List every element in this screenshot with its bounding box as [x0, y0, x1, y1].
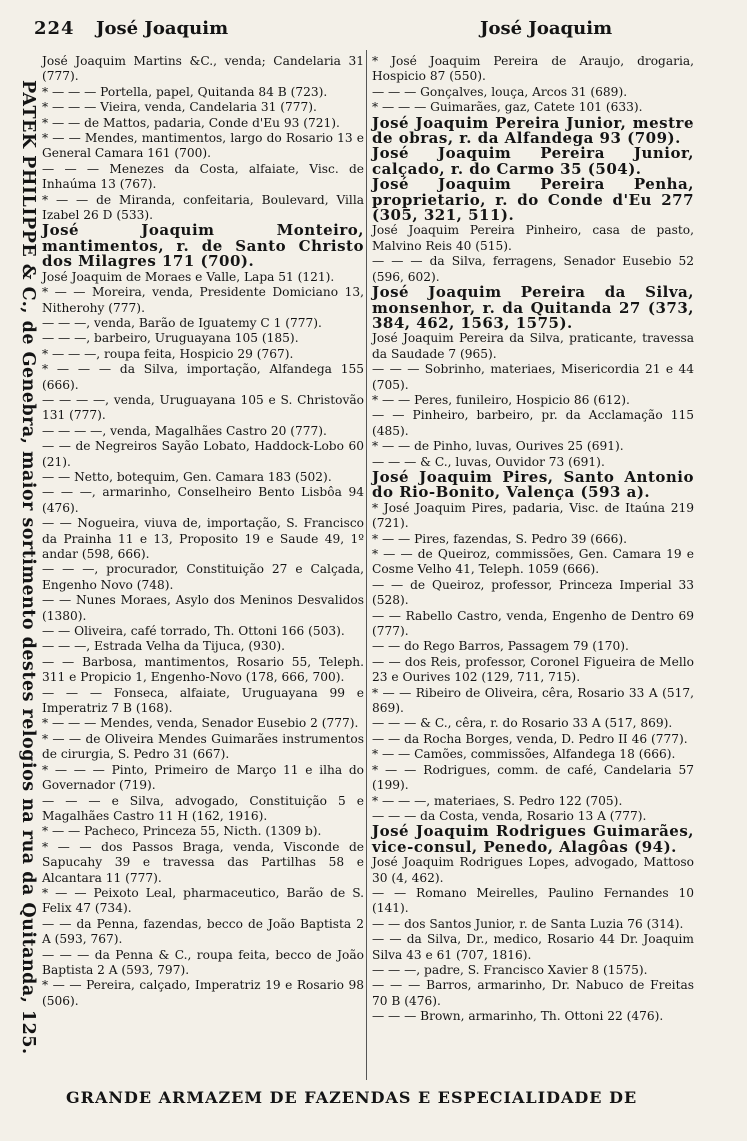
directory-entry: — — —, armarinho, Conselheiro Bento Lisbôa 94 (476).: [42, 485, 364, 515]
directory-entry: José Joaquim Pereira Junior, mestre de obras, r. da Alfandega 93 (709).: [372, 113, 694, 148]
directory-entry: * — — Pereira, calçado, Imperatriz 19 e Rosario 98 (506).: [42, 978, 364, 1008]
directory-entry: — — Rabello Castro, venda, Engenho de Dentro 69 (777).: [372, 608, 694, 639]
directory-entry: * — — — Mendes, venda, Senador Eusebio 2 (777).: [42, 716, 359, 731]
directory-entry: * — — Mendes, mantimentos, largo do Rosario 13 e General Camara 161 (700).: [42, 131, 364, 161]
directory-entry: — — da Rocha Borges, venda, D. Pedro II 46 (777).: [372, 731, 688, 746]
directory-entry: — — — da Penna & C., roupa feita, becco de João Baptista 2 A (593, 797).: [42, 947, 364, 977]
directory-entry: José Joaquim Pereira da Silva, monsenhor, r. da Quitanda 27 (373, 384, 462, 1563, 1575).: [372, 283, 694, 332]
directory-entry: — — — & C., luvas, Ouvidor 73 (691).: [372, 454, 605, 469]
directory-entry: — — de Queiroz, professor, Princeza Imperial 33 (528).: [372, 577, 694, 608]
directory-entry: — — da Penna, fazendas, becco de João Baptista 2 A (593, 767).: [42, 916, 364, 947]
left-running-title: José Joaquim: [96, 18, 229, 39]
directory-entry: * — — — Pinto, Primeiro de Março 11 e ilha do Governador (719).: [42, 762, 364, 793]
directory-entry: — — — da Silva, ferragens, Senador Eusebio 52 (596, 602).: [372, 254, 694, 284]
directory-entry: * — — Moreira, venda, Presidente Domiciano 13, Nitherohy (777).: [42, 285, 364, 315]
directory-entry: — — —, venda, Barão de Iguatemy C 1 (777).: [42, 315, 322, 330]
directory-entry: — — — Fonseca, alfaiate, Uruguayana 99 e Imperatriz 7 B (168).: [42, 685, 364, 716]
directory-entry: * — — dos Passos Braga, venda, Visconde de Sapucahy 39 e travessa das Partilhas 58 e Alcantara 11 (777).: [42, 839, 364, 885]
directory-entry: * — — —, materiaes, S. Pedro 122 (705).: [372, 793, 623, 808]
directory-entry: José Joaquim Pereira Junior, calçado, r. do Carmo 35 (504).: [372, 144, 694, 178]
directory-entry: * — — — da Silva, importação, Alfandega 155 (666).: [42, 362, 364, 392]
directory-entry: — — dos Santos Junior, r. de Santa Luzia 76 (314).: [372, 916, 684, 931]
directory-entry: — — — —, venda, Uruguayana 105 e S. Christovão 131 (777).: [42, 392, 364, 423]
directory-entry: José Joaquim Rodrigues Guimarães, vice-consul, Penedo, Alagôas (94).: [372, 822, 694, 856]
directory-entry: * — — — Vieira, venda, Candelaria 31 (777).: [42, 100, 317, 115]
column-divider: [366, 50, 367, 1080]
directory-entry: — — — e Silva, advogado, Constituição 5 e Magalhães Castro 11 H (162, 1916).: [42, 793, 364, 823]
directory-entry: — — da Silva, Dr., medico, Rosario 44 Dr. Joaquim Silva 43 e 61 (707, 1816).: [372, 932, 694, 962]
directory-entry: * — — Peres, funileiro, Hospicio 86 (612).: [372, 392, 630, 407]
directory-entry: José Joaquim Martins &C., venda; Candelaria 31 (777).: [42, 54, 364, 84]
directory-entry: José Joaquim Pereira da Silva, praticante, travessa da Saudade 7 (965).: [372, 331, 694, 361]
directory-entry: * — — —, roupa feita, Hospicio 29 (767).: [42, 346, 294, 361]
directory-entry: José Joaquim Pereira Penha, proprietario, r. do Conde d'Eu 277 (305, 321, 511).: [372, 175, 694, 225]
directory-entry: * José Joaquim Pires, padaria, Visc. de Itaúna 219 (721).: [372, 500, 694, 531]
directory-entry: José Joaquim Pires, Santo Antonio do Rio-Bonito, Valença (593 a).: [372, 467, 694, 502]
directory-entry: * — — de Queiroz, commissões, Gen. Camara 19 e Cosme Velho 41, Teleph. 1059 (666).: [372, 547, 694, 577]
directory-entry: — — — & C., cêra, r. do Rosario 33 A (517, 869).: [372, 716, 673, 731]
right-column: [372, 54, 694, 1025]
directory-entry: — — Nogueira, viuva de, importação, S. Francisco da Prainha 11 e 13, Proposito 19 e Saude 49, 1º andar (598, 666).: [42, 516, 364, 561]
directory-entry: — — — Barros, armarinho, Dr. Nabuco de Freitas 70 B (476).: [372, 978, 694, 1008]
side-advertisement-text: PATEK PHILIPPE & C., de Genebra, maior sortimento destes relogios na rua da Quitanda, 125.: [18, 80, 38, 1055]
directory-entry: * — — Pires, fazendas, S. Pedro 39 (666).: [372, 531, 627, 546]
directory-entry: — — Barbosa, mantimentos, Rosario 55, Teleph. 311 e Propicio 1, Engenho-Novo (178, 666, 700).: [42, 654, 364, 685]
directory-entry: * — — Peixoto Leal, pharmaceutico, Barão de S. Felix 47 (734).: [42, 885, 364, 916]
directory-entry: — — do Rego Barros, Passagem 79 (170).: [372, 639, 629, 654]
directory-entry: — — Romano Meirelles, Paulino Fernandes 10 (141).: [372, 885, 694, 916]
directory-entry: — — — —, venda, Magalhães Castro 20 (777).: [42, 423, 327, 438]
directory-entry: — — —, padre, S. Francisco Xavier 8 (1575).: [372, 962, 648, 977]
directory-entry: * — — de Pinho, luvas, Ourives 25 (691).: [372, 439, 624, 454]
directory-entry: José Joaquim Pereira Pinheiro, casa de pasto, Malvino Reis 40 (515).: [372, 223, 694, 253]
directory-entry: * — — — Portella, papel, Quitanda 84 B (723).: [42, 84, 328, 99]
directory-entry: — — —, procurador, Constituição 27 e Calçada, Engenho Novo (748).: [42, 562, 364, 592]
directory-entry: * — — de Oliveira Mendes Guimarães instrumentos de cirurgia, S. Pedro 31 (667).: [42, 731, 364, 762]
page-number: 224: [34, 18, 75, 39]
directory-entry: * — — Ribeiro de Oliveira, cêra, Rosario 33 A (517, 869).: [372, 685, 694, 716]
footer-advertisement: GRANDE ARMAZEM DE FAZENDAS E ESPECIALIDADE DE: [66, 1088, 638, 1107]
directory-entry: — — dos Reis, professor, Coronel Figueira de Mello 23 e Ourives 102 (129, 711, 715).: [372, 654, 694, 685]
directory-entry: — — —, barbeiro, Uruguayana 105 (185).: [42, 331, 299, 346]
directory-entry: — — — Sobrinho, materiaes, Misericordia 21 e 44 (705).: [372, 362, 694, 392]
directory-entry: * — — — Guimarães, gaz, Catete 101 (633).: [372, 100, 643, 115]
directory-entry: — — de Negreiros Sayão Lobato, Haddock-Lobo 60 (21).: [42, 439, 364, 469]
directory-entry: — — — Brown, armarinho, Th. Ottoni 22 (476).: [372, 1009, 664, 1024]
side-advertisement: [4, 80, 38, 1080]
directory-entry: José Joaquim Rodrigues Lopes, advogado, Mattoso 30 (4, 462).: [372, 855, 694, 885]
directory-entry: — — Pinheiro, barbeiro, pr. da Acclamação 115 (485).: [372, 408, 694, 438]
directory-entry: * — — Pacheco, Princeza 55, Nicth. (1309 b).: [42, 824, 322, 839]
left-column: [42, 54, 364, 1009]
directory-entry: — — — Menezes da Costa, alfaiate, Visc. de Inhaúma 13 (767).: [42, 161, 364, 192]
directory-entry: — — Oliveira, café torrado, Th. Ottoni 166 (503).: [42, 624, 345, 639]
directory-entry: José Joaquim de Moraes e Valle, Lapa 51 (121).: [42, 269, 335, 284]
directory-entry: — — Netto, botequim, Gen. Camara 183 (502).: [42, 469, 332, 484]
directory-entry: * — — Rodrigues, comm. de café, Candelaria 57 (199).: [372, 762, 694, 793]
directory-entry: * — — de Miranda, confeitaria, Boulevard, Villa Izabel 26 D (533).: [42, 192, 364, 223]
directory-entry: — — Nunes Moraes, Asylo dos Meninos Desvalidos (1380).: [42, 593, 364, 623]
directory-entry: — — — da Costa, venda, Rosario 13 A (777).: [372, 808, 647, 823]
directory-entry: — — —, Estrada Velha da Tijuca, (930).: [42, 639, 286, 654]
page-header: [30, 14, 717, 46]
directory-entry: José Joaquim Monteiro, mantimentos, r. de Santo Christo dos Milagres 171 (700).: [42, 221, 364, 271]
directory-entry: * José Joaquim Pereira de Araujo, drogaria, Hospicio 87 (550).: [372, 54, 694, 84]
right-running-title: José Joaquim: [480, 18, 613, 39]
directory-entry: * — — de Mattos, padaria, Conde d'Eu 93 (721).: [42, 115, 340, 130]
directory-entry: — — — Gonçalves, louça, Arcos 31 (689).: [372, 84, 628, 99]
directory-entry: * — — Camões, commissões, Alfandega 18 (666).: [372, 747, 676, 762]
